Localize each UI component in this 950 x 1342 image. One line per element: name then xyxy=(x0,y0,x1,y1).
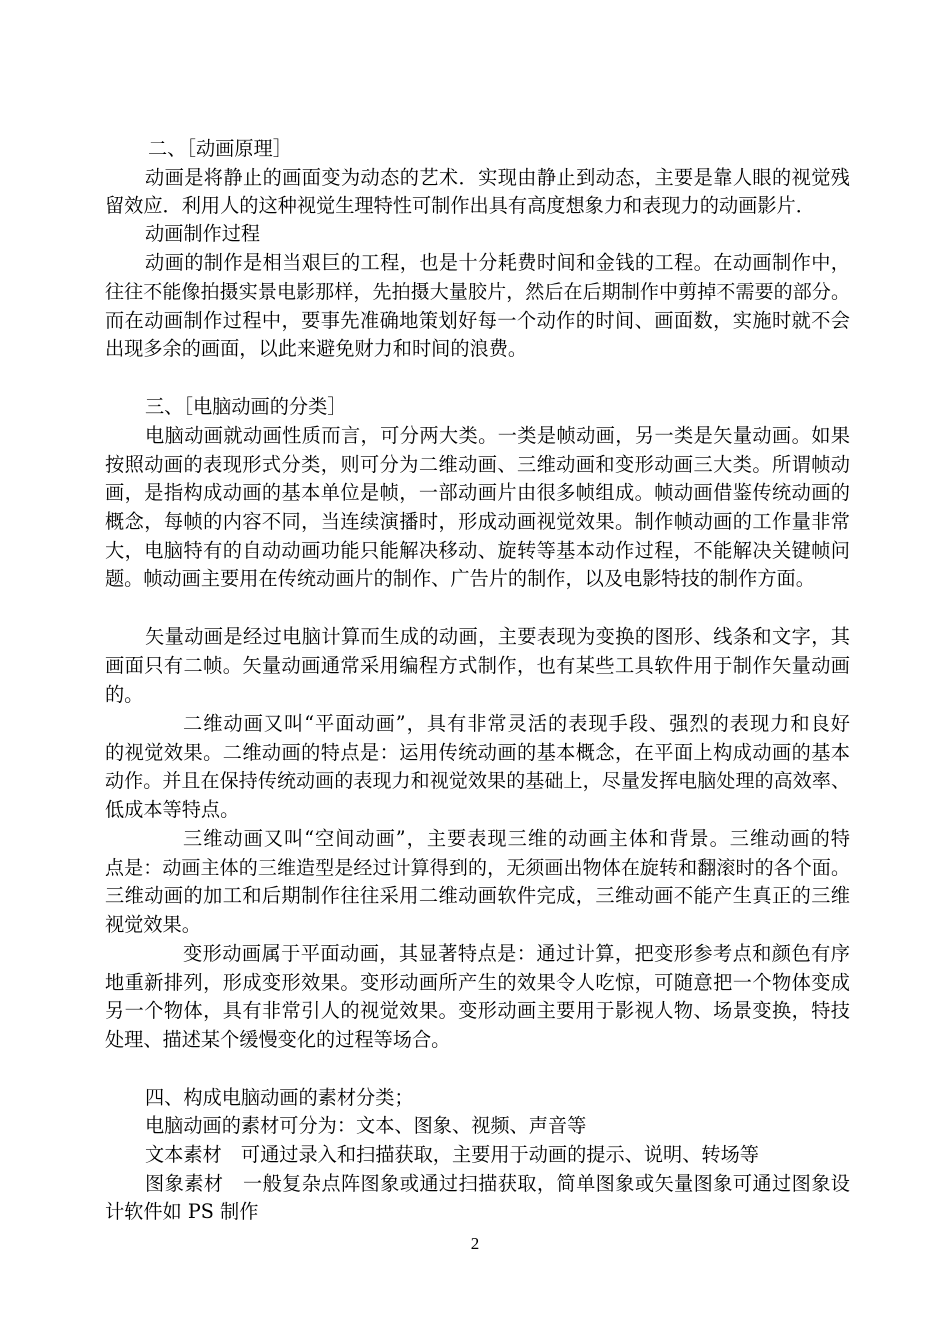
paragraph-line: 二维动画又叫“平面动画”，具有非常灵活的表现手段、强烈的表现力和良好 xyxy=(183,712,850,735)
page-number: 2 xyxy=(470,1234,480,1253)
paragraph-line: 计软件如 PS 制作 xyxy=(105,1200,259,1223)
paragraph-line: 三维动画的加工和后期制作往往采用二维动画软件完成，三维动画不能产生真正的三维 xyxy=(105,884,850,907)
paragraph-line: 动画的制作是相当艰巨的工程，也是十分耗费时间和金钱的工程。在动画制作中， xyxy=(145,251,850,274)
paragraph-line: 处理、描述某个缓慢变化的过程等场合。 xyxy=(105,1028,451,1051)
paragraph-line: 留效应．利用人的这种视觉生理特性可制作出具有高度想象力和表现力的动画影片． xyxy=(105,194,815,217)
section-heading: 四、构成电脑动画的素材分类； xyxy=(145,1086,414,1109)
paragraph-line: 图象素材 一般复杂点阵图象或通过扫描获取，简单图象或矢量图象可通过图象设 xyxy=(145,1172,850,1195)
paragraph-line: 地重新排列，形成变形效果。变形动画所产生的效果令人吃惊，可随意把一个物体变成 xyxy=(105,971,850,994)
paragraph-line: 变形动画属于平面动画，其显著特点是：通过计算，把变形参考点和颜色有序 xyxy=(183,942,850,965)
paragraph-line: 点是：动画主体的三维造型是经过计算得到的，无须画出物体在旋转和翻滚时的各个面。 xyxy=(105,857,850,879)
section-heading: 三、［电脑动画的分类］ xyxy=(145,395,347,418)
paragraph-line: 三维动画又叫“空间动画”，主要表现三维的动画主体和背景。三维动画的特 xyxy=(183,827,850,850)
paragraph-line: 另一个物体，具有非常引人的视觉效果。变形动画主要用于影视人物、场景变换，特技 xyxy=(105,999,850,1022)
paragraph-line: 的。 xyxy=(105,683,144,706)
paragraph-line: 矢量动画是经过电脑计算而生成的动画，主要表现为变换的图形、线条和文字，其 xyxy=(145,625,850,648)
subheading: 动画制作过程 xyxy=(145,222,261,245)
paragraph-line: 电脑动画的素材可分为：文本、图象、视频、声音等 xyxy=(145,1114,587,1137)
paragraph-line: 题。帧动画主要用在传统动画片的制作、广告片的制作，以及电影特技的制作方面。 xyxy=(105,567,815,590)
paragraph-line: 大，电脑特有的自动动画功能只能解决移动、旋转等基本动作过程，不能解决关键帧问 xyxy=(105,539,850,562)
paragraph-line: 文本素材 可通过录入和扫描获取，主要用于动画的提示、说明、转场等 xyxy=(145,1143,759,1166)
paragraph-line: 往往不能像拍摄实景电影那样，先拍摄大量胶片，然后在后期制作中剪掉不需要的部分。 xyxy=(105,281,850,303)
paragraph-line: 出现多余的画面，以此来避免财力和时间的浪费。 xyxy=(105,337,528,360)
paragraph-line: 而在动画制作过程中，要事先准确地策划好每一个动作的时间、画面数，实施时就不会 xyxy=(105,309,850,332)
paragraph-line: 低成本等特点。 xyxy=(105,798,240,821)
paragraph-line: 动画是将静止的画面变为动态的艺术．实现由静止到动态，主要是靠人眼的视觉残 xyxy=(145,166,850,189)
paragraph-line: 的视觉效果。二维动画的特点是：运用传统动画的基本概念，在平面上构成动画的基本 xyxy=(105,741,850,764)
paragraph-line: 电脑动画就动画性质而言，可分两大类。一类是帧动画，另一类是矢量动画。如果 xyxy=(145,424,850,447)
paragraph-line: 动作。并且在保持传统动画的表现力和视觉效果的基础上，尽量发挥电脑处理的高效率、 xyxy=(105,770,850,792)
paragraph-line: 画面只有二帧。矢量动画通常采用编程方式制作，也有某些工具软件用于制作矢量动画 xyxy=(105,654,850,677)
paragraph-line: 概念，每帧的内容不同，当连续演播时，形成动画视觉效果。制作帧动画的工作量非常 xyxy=(105,510,850,533)
section-heading: 二、［动画原理］ xyxy=(148,137,292,160)
paragraph-line: 按照动画的表现形式分类，则可分为二维动画、三维动画和变形动画三大类。所谓帧动 xyxy=(105,453,850,476)
paragraph-line: 视觉效果。 xyxy=(105,913,201,936)
paragraph-line: 画，是指构成动画的基本单位是帧，一部动画片由很多帧组成。帧动画借鉴传统动画的 xyxy=(105,481,850,504)
